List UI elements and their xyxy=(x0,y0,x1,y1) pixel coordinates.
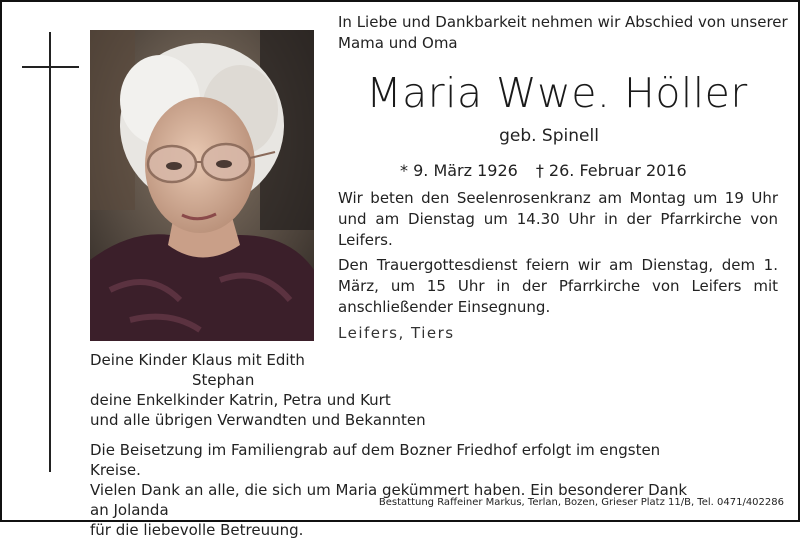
rosary-paragraph: Wir beten den Seelenrosenkranz am Montag um 19 Uhr und am Dienstag um 14.30 Uhr in der Pfarrkirche von Leifers. xyxy=(338,189,778,249)
family-line: Deine Kinder Klaus mit Edith xyxy=(90,351,305,369)
burial-line: Vielen Dank an alle, die sich um Maria gekümmert haben. Ein besonderer Dank an Jolanda xyxy=(90,481,688,519)
service-paragraph: Den Trauergottesdienst feiern wir am Dienstag, dem 1. März, um 15 Uhr in der Pfarrkirche von Leifers mit anschließender Einsegnung. xyxy=(338,256,778,316)
family-line: deine Enkelkinder Katrin, Petra und Kurt xyxy=(90,391,391,409)
burial-line: für die liebevolle Betreuung. xyxy=(90,521,304,539)
family-list xyxy=(90,350,426,430)
cross-icon xyxy=(49,32,51,472)
portrait-photo xyxy=(90,30,314,341)
cross-icon-bar xyxy=(22,66,79,68)
funeral-home-footer: Bestattung Raffeiner Markus, Terlan, Bozen, Grieser Platz 11/B, Tel. 0471/402286 xyxy=(378,497,784,508)
life-dates xyxy=(400,161,687,180)
maiden-name: geb. Spinell xyxy=(499,126,599,146)
burial-text xyxy=(90,440,710,540)
family-line: und alle übrigen Verwandten und Bekannten xyxy=(90,411,426,429)
intro-line: In Liebe und Dankbarkeit nehmen wir Abschied von unserer xyxy=(338,13,788,31)
burial-line: Die Beisetzung im Familiengrab auf dem Bozner Friedhof erfolgt im engsten Kreise. xyxy=(90,441,661,479)
deceased-name: Maria Wwe. Höller xyxy=(366,69,748,117)
intro-line: Mama und Oma xyxy=(338,34,458,52)
intro-text xyxy=(338,12,788,54)
death-date: † 26. Februar 2016 xyxy=(535,161,687,180)
birth-date: * 9. März 1926 xyxy=(400,161,518,180)
place-line: Leifers, Tiers xyxy=(338,324,455,342)
family-line: Stephan xyxy=(192,371,255,389)
